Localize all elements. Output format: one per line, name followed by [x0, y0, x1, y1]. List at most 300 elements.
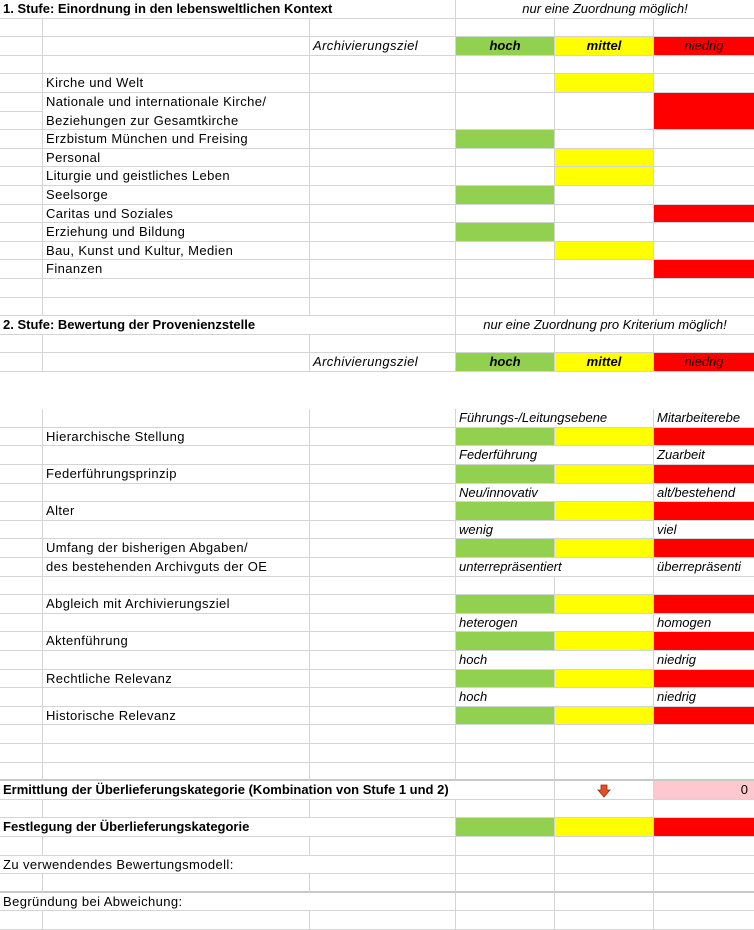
criterion-label[interactable]: Hierarchische Stellung [43, 428, 310, 447]
cell[interactable] [0, 409, 43, 428]
cell[interactable] [310, 837, 456, 856]
cell[interactable] [0, 911, 43, 930]
cell[interactable] [0, 279, 43, 298]
stage1-item-row [0, 130, 754, 149]
stage1-level-cell[interactable] [654, 260, 754, 279]
stage1-level-cell[interactable] [555, 260, 654, 279]
cell[interactable] [310, 707, 456, 726]
archivierungsziel-label[interactable]: Archivierungsziel [310, 37, 456, 56]
festlegung-high-cell[interactable] [456, 818, 555, 837]
hint-low[interactable]: überrepräsenti [654, 558, 754, 577]
hint-low[interactable]: viel [654, 521, 754, 540]
stage1-item-label[interactable]: Caritas und Soziales [43, 205, 310, 224]
cell[interactable] [654, 874, 754, 893]
cell[interactable] [43, 353, 310, 372]
stage1-level-cell[interactable] [654, 242, 754, 261]
cell[interactable] [0, 19, 43, 38]
cell[interactable] [0, 446, 43, 465]
cell[interactable] [310, 149, 456, 168]
cell[interactable] [654, 800, 754, 819]
stage2-title[interactable]: 2. Stufe: Bewertung der Provenienzstelle [0, 316, 456, 335]
criterion-label[interactable]: Abgleich mit Archivierungsziel [43, 595, 310, 614]
cell[interactable] [555, 874, 654, 893]
criterion-label[interactable]: Rechtliche Relevanz [43, 670, 310, 689]
stage1-level-cell[interactable] [555, 186, 654, 205]
hint-high[interactable]: Führungs-/Leitungsebene [456, 409, 555, 428]
cell[interactable] [456, 763, 555, 782]
cell[interactable] [0, 558, 43, 577]
cell[interactable] [43, 521, 310, 540]
cell[interactable] [310, 428, 456, 447]
stage1-level-cell[interactable] [456, 205, 555, 224]
cell[interactable] [654, 19, 754, 38]
cell[interactable] [555, 279, 654, 298]
criterion-label[interactable]: Federführungsprinzip [43, 465, 310, 484]
hint-low[interactable]: niedrig [654, 651, 754, 670]
rating-low-cell[interactable] [654, 707, 754, 726]
cell[interactable] [310, 260, 456, 279]
cell[interactable] [0, 484, 43, 503]
hint-high[interactable]: Federführung [456, 446, 555, 465]
cell[interactable] [310, 465, 456, 484]
cell[interactable] [310, 409, 456, 428]
hint-low[interactable]: Mitarbeiterebe [654, 409, 754, 428]
cell[interactable] [654, 763, 754, 782]
rating-low-cell[interactable] [654, 670, 754, 689]
cell[interactable] [310, 539, 456, 558]
cell[interactable] [310, 112, 456, 131]
cell[interactable] [0, 93, 43, 112]
stage1-level-cell[interactable] [654, 223, 754, 242]
cell[interactable] [0, 353, 43, 372]
cell[interactable] [310, 205, 456, 224]
criterion-label[interactable]: Aktenführung [43, 632, 310, 651]
cell[interactable] [555, 446, 654, 465]
rating-mid-cell[interactable] [555, 595, 654, 614]
cell[interactable] [555, 800, 654, 819]
cell[interactable] [456, 856, 555, 875]
stage1-level-cell[interactable] [456, 223, 555, 242]
rating-high-cell[interactable] [456, 502, 555, 521]
stage1-level-cell[interactable] [555, 149, 654, 168]
stage1-level-cell[interactable] [654, 167, 754, 186]
festlegung-low-cell[interactable] [654, 818, 754, 837]
cell[interactable] [43, 409, 310, 428]
rating-mid-cell[interactable] [555, 707, 654, 726]
cell[interactable] [310, 93, 456, 112]
cell[interactable] [555, 893, 654, 912]
cell[interactable] [43, 484, 310, 503]
cell[interactable] [0, 632, 43, 651]
cell[interactable] [555, 744, 654, 763]
stage1-level-cell[interactable] [555, 205, 654, 224]
row [0, 56, 754, 75]
cell[interactable] [310, 874, 456, 893]
begruendung-label[interactable]: Begründung bei Abweichung: [0, 893, 456, 912]
cell[interactable] [43, 614, 310, 633]
row [0, 0, 754, 19]
cell[interactable] [555, 614, 654, 633]
cell[interactable] [0, 744, 43, 763]
cell[interactable] [310, 911, 456, 930]
cell[interactable] [0, 205, 43, 224]
cell[interactable] [0, 577, 43, 596]
stage1-level-cell[interactable] [654, 186, 754, 205]
cell[interactable] [43, 837, 310, 856]
rating-mid-cell[interactable] [555, 632, 654, 651]
cell[interactable] [456, 874, 555, 893]
cell[interactable] [555, 763, 654, 782]
row [0, 763, 754, 782]
stage1-level-cell[interactable] [654, 112, 754, 131]
stage1-level-cell[interactable] [555, 242, 654, 261]
cell[interactable] [456, 19, 555, 38]
ermittlung-label[interactable]: Ermittlung der Überlieferungskategorie (Kombination von Stufe 1 und 2) [0, 781, 555, 800]
cell[interactable] [0, 56, 43, 75]
stage2-note[interactable]: nur eine Zuordnung pro Kriterium möglich! [456, 316, 754, 335]
stage2-hint-row [0, 446, 754, 465]
cell[interactable] [456, 837, 555, 856]
cell[interactable] [43, 279, 310, 298]
cell[interactable] [310, 298, 456, 317]
cell[interactable] [555, 19, 654, 38]
festlegung-row [0, 818, 754, 837]
rating-mid-cell[interactable] [555, 465, 654, 484]
cell[interactable] [654, 577, 754, 596]
stage2-title-row [0, 316, 754, 335]
cell[interactable] [0, 874, 43, 893]
hint-high[interactable]: Neu/innovativ [456, 484, 555, 503]
cell[interactable] [654, 279, 754, 298]
cell[interactable] [310, 651, 456, 670]
cell[interactable] [310, 130, 456, 149]
cell[interactable] [0, 837, 43, 856]
cell[interactable] [555, 688, 654, 707]
hint-high[interactable]: unterrepräsentiert [456, 558, 555, 577]
stage1-level-cell[interactable] [555, 112, 654, 131]
row [0, 335, 754, 354]
rating-high-cell[interactable] [456, 670, 555, 689]
row [0, 19, 754, 38]
cell[interactable] [43, 725, 310, 744]
cell[interactable] [43, 744, 310, 763]
cell[interactable] [310, 484, 456, 503]
cell[interactable] [310, 242, 456, 261]
rating-high-cell[interactable] [456, 595, 555, 614]
stage1-item-label[interactable]: Beziehungen zur Gesamtkirche [43, 112, 310, 131]
hint-high[interactable]: heterogen [456, 614, 555, 633]
cell[interactable] [43, 800, 310, 819]
cell[interactable] [0, 465, 43, 484]
cell[interactable] [0, 595, 43, 614]
stage2-criterion-row [0, 670, 754, 689]
cell[interactable] [0, 502, 43, 521]
cell[interactable] [654, 725, 754, 744]
stage1-item-row [0, 186, 754, 205]
cell[interactable] [0, 167, 43, 186]
cell[interactable] [310, 632, 456, 651]
stage1-item-label[interactable]: Nationale und internationale Kirche/ [43, 93, 310, 112]
cell[interactable] [310, 335, 456, 354]
cell[interactable] [0, 651, 43, 670]
ermittlung-value[interactable]: 0 [654, 781, 754, 800]
cell[interactable] [310, 558, 456, 577]
cell[interactable] [654, 837, 754, 856]
level-low-header[interactable]: niedrig [654, 353, 754, 372]
cell[interactable] [456, 725, 555, 744]
level-low-header[interactable]: niedrig [654, 37, 754, 56]
stage2-criterion-row [0, 595, 754, 614]
rating-low-cell[interactable] [654, 502, 754, 521]
stage2-criterion-row [0, 632, 754, 651]
cell[interactable] [555, 521, 654, 540]
cell[interactable] [310, 167, 456, 186]
begruendung-row [0, 893, 754, 912]
hint-high[interactable]: wenig [456, 521, 555, 540]
stage2-hint-row [0, 558, 754, 577]
cell[interactable] [0, 260, 43, 279]
cell[interactable] [0, 242, 43, 261]
cell[interactable] [0, 223, 43, 242]
rating-low-cell[interactable] [654, 465, 754, 484]
row [0, 279, 754, 298]
rating-low-cell[interactable] [654, 632, 754, 651]
cell[interactable] [43, 37, 310, 56]
cell[interactable] [555, 856, 654, 875]
stage2-criterion-row [0, 707, 754, 726]
hint-low[interactable]: homogen [654, 614, 754, 633]
cell[interactable] [456, 279, 555, 298]
rating-mid-cell[interactable] [555, 670, 654, 689]
cell[interactable] [310, 521, 456, 540]
stage1-item-label[interactable]: Seelsorge [43, 186, 310, 205]
stage2-criterion-row [0, 502, 754, 521]
stage1-item-row [0, 167, 754, 186]
rating-high-cell[interactable] [456, 632, 555, 651]
cell[interactable] [555, 651, 654, 670]
cell[interactable] [43, 446, 310, 465]
cell[interactable] [310, 446, 456, 465]
cell[interactable] [456, 800, 555, 819]
stage1-item-label[interactable]: Erziehung und Bildung [43, 223, 310, 242]
modell-row [0, 856, 754, 875]
hint-low[interactable]: niedrig [654, 688, 754, 707]
cell[interactable] [310, 502, 456, 521]
stage1-item-row [0, 242, 754, 261]
stage1-level-cell[interactable] [456, 93, 555, 112]
stage1-level-cell[interactable] [456, 112, 555, 131]
cell[interactable] [456, 298, 555, 317]
cell[interactable] [456, 911, 555, 930]
rating-mid-cell[interactable] [555, 539, 654, 558]
stage1-title[interactable]: 1. Stufe: Einordnung in den lebensweltlichen Kontext [0, 0, 456, 19]
stage1-level-cell[interactable] [456, 149, 555, 168]
rating-mid-cell[interactable] [555, 502, 654, 521]
cell[interactable] [456, 335, 555, 354]
cell[interactable] [43, 335, 310, 354]
stage2-criterion-row [0, 428, 754, 447]
level-high-header[interactable]: hoch [456, 37, 555, 56]
stage1-level-cell[interactable] [456, 242, 555, 261]
cell[interactable] [654, 893, 754, 912]
cell[interactable] [654, 911, 754, 930]
level-high-header[interactable]: hoch [456, 353, 555, 372]
cell[interactable] [310, 279, 456, 298]
cell[interactable] [555, 484, 654, 503]
cell[interactable] [0, 298, 43, 317]
cell[interactable] [43, 19, 310, 38]
cell[interactable] [654, 856, 754, 875]
rating-low-cell[interactable] [654, 539, 754, 558]
cell[interactable] [43, 651, 310, 670]
cell[interactable] [310, 19, 456, 38]
cell[interactable] [555, 298, 654, 317]
stage1-level-cell[interactable] [654, 93, 754, 112]
cell[interactable] [555, 558, 654, 577]
cell[interactable] [0, 186, 43, 205]
stage1-note[interactable]: nur eine Zuordnung möglich! [456, 0, 754, 19]
stage1-level-cell[interactable] [555, 130, 654, 149]
level-mid-header[interactable]: mittel [555, 37, 654, 56]
cell[interactable] [0, 74, 43, 93]
cell[interactable] [310, 614, 456, 633]
cell[interactable] [310, 763, 456, 782]
stage1-level-cell[interactable] [654, 205, 754, 224]
stage1-item-row [0, 205, 754, 224]
cell[interactable] [654, 56, 754, 75]
stage1-level-cell[interactable] [555, 74, 654, 93]
cell[interactable] [0, 521, 43, 540]
hint-high[interactable]: hoch [456, 651, 555, 670]
cell[interactable] [0, 428, 43, 447]
modell-label[interactable]: Zu verwendendes Bewertungsmodell: [0, 856, 456, 875]
cell[interactable] [654, 335, 754, 354]
cell[interactable] [310, 56, 456, 75]
cell[interactable] [555, 577, 654, 596]
rating-mid-cell[interactable] [555, 428, 654, 447]
rating-low-cell[interactable] [654, 428, 754, 447]
cell[interactable] [310, 800, 456, 819]
festlegung-mid-cell[interactable] [555, 818, 654, 837]
cell[interactable] [0, 335, 43, 354]
row [0, 800, 754, 819]
stage1-level-cell[interactable] [555, 167, 654, 186]
criterion-label[interactable]: des bestehenden Archivguts der OE [43, 558, 310, 577]
cell[interactable] [43, 911, 310, 930]
cell[interactable] [0, 130, 43, 149]
archivierungsziel-label[interactable]: Archivierungsziel [310, 353, 456, 372]
cell[interactable] [0, 725, 43, 744]
hint-low[interactable]: Zuarbeit [654, 446, 754, 465]
cell[interactable] [456, 893, 555, 912]
stage1-level-cell[interactable] [456, 167, 555, 186]
arrow-down-icon[interactable] [597, 784, 611, 798]
stage1-item-row [0, 74, 754, 93]
cell[interactable] [310, 186, 456, 205]
cell[interactable] [310, 223, 456, 242]
cell[interactable] [43, 763, 310, 782]
stage1-level-cell[interactable] [654, 130, 754, 149]
cell[interactable] [310, 74, 456, 93]
stage1-level-cell[interactable] [456, 74, 555, 93]
criterion-label[interactable]: Alter [43, 502, 310, 521]
cell[interactable] [0, 688, 43, 707]
cell[interactable] [654, 744, 754, 763]
stage1-level-cell[interactable] [654, 149, 754, 168]
cell[interactable] [0, 37, 43, 56]
cell[interactable] [310, 595, 456, 614]
cell[interactable] [310, 688, 456, 707]
stage1-level-cell[interactable] [456, 186, 555, 205]
rating-low-cell[interactable] [654, 595, 754, 614]
cell[interactable] [310, 744, 456, 763]
criterion-label[interactable]: Historische Relevanz [43, 707, 310, 726]
hint-low[interactable]: alt/bestehend [654, 484, 754, 503]
cell[interactable] [43, 688, 310, 707]
cell[interactable] [555, 335, 654, 354]
cell[interactable] [0, 614, 43, 633]
cell[interactable] [310, 577, 456, 596]
cell[interactable] [555, 837, 654, 856]
stage1-item-label[interactable]: Personal [43, 149, 310, 168]
cell[interactable] [0, 112, 43, 131]
stage1-item-row [0, 149, 754, 168]
rating-high-cell[interactable] [456, 465, 555, 484]
cell[interactable] [0, 149, 43, 168]
stage1-level-cell[interactable] [456, 130, 555, 149]
rating-high-cell[interactable] [456, 707, 555, 726]
stage1-level-cell[interactable] [555, 93, 654, 112]
cell[interactable] [555, 56, 654, 75]
cell[interactable] [456, 577, 555, 596]
cell[interactable] [654, 298, 754, 317]
stage1-item-label[interactable]: Bau, Kunst und Kultur, Medien [43, 242, 310, 261]
cell[interactable] [43, 56, 310, 75]
cell[interactable] [555, 911, 654, 930]
stage1-level-cell[interactable] [555, 223, 654, 242]
cell[interactable] [555, 725, 654, 744]
cell[interactable] [0, 800, 43, 819]
cell[interactable] [43, 874, 310, 893]
stage1-level-cell[interactable] [456, 260, 555, 279]
stage1-level-cell[interactable] [654, 74, 754, 93]
category-dropdown-cell[interactable] [555, 781, 654, 800]
row [0, 744, 754, 763]
cell[interactable] [0, 707, 43, 726]
rating-high-cell[interactable] [456, 428, 555, 447]
cell[interactable] [456, 744, 555, 763]
row [0, 837, 754, 856]
criterion-label[interactable]: Umfang der bisherigen Abgaben/ [43, 539, 310, 558]
stage1-item-label[interactable]: Liturgie und geistliches Leben [43, 167, 310, 186]
row [0, 725, 754, 744]
rating-high-cell[interactable] [456, 539, 555, 558]
cell[interactable] [310, 670, 456, 689]
cell[interactable] [43, 577, 310, 596]
cell[interactable] [0, 670, 43, 689]
cell[interactable] [0, 763, 43, 782]
cell[interactable] [0, 539, 43, 558]
cell[interactable] [310, 725, 456, 744]
hint-high[interactable]: hoch [456, 688, 555, 707]
stage1-item-label[interactable]: Finanzen [43, 260, 310, 279]
cell[interactable] [43, 298, 310, 317]
level-mid-header[interactable]: mittel [555, 353, 654, 372]
cell[interactable] [456, 56, 555, 75]
stage1-item-label[interactable]: Erzbistum München und Freising [43, 130, 310, 149]
stage1-item-label[interactable]: Kirche und Welt [43, 74, 310, 93]
festlegung-label[interactable]: Festlegung der Überlieferungskategorie [0, 818, 456, 837]
